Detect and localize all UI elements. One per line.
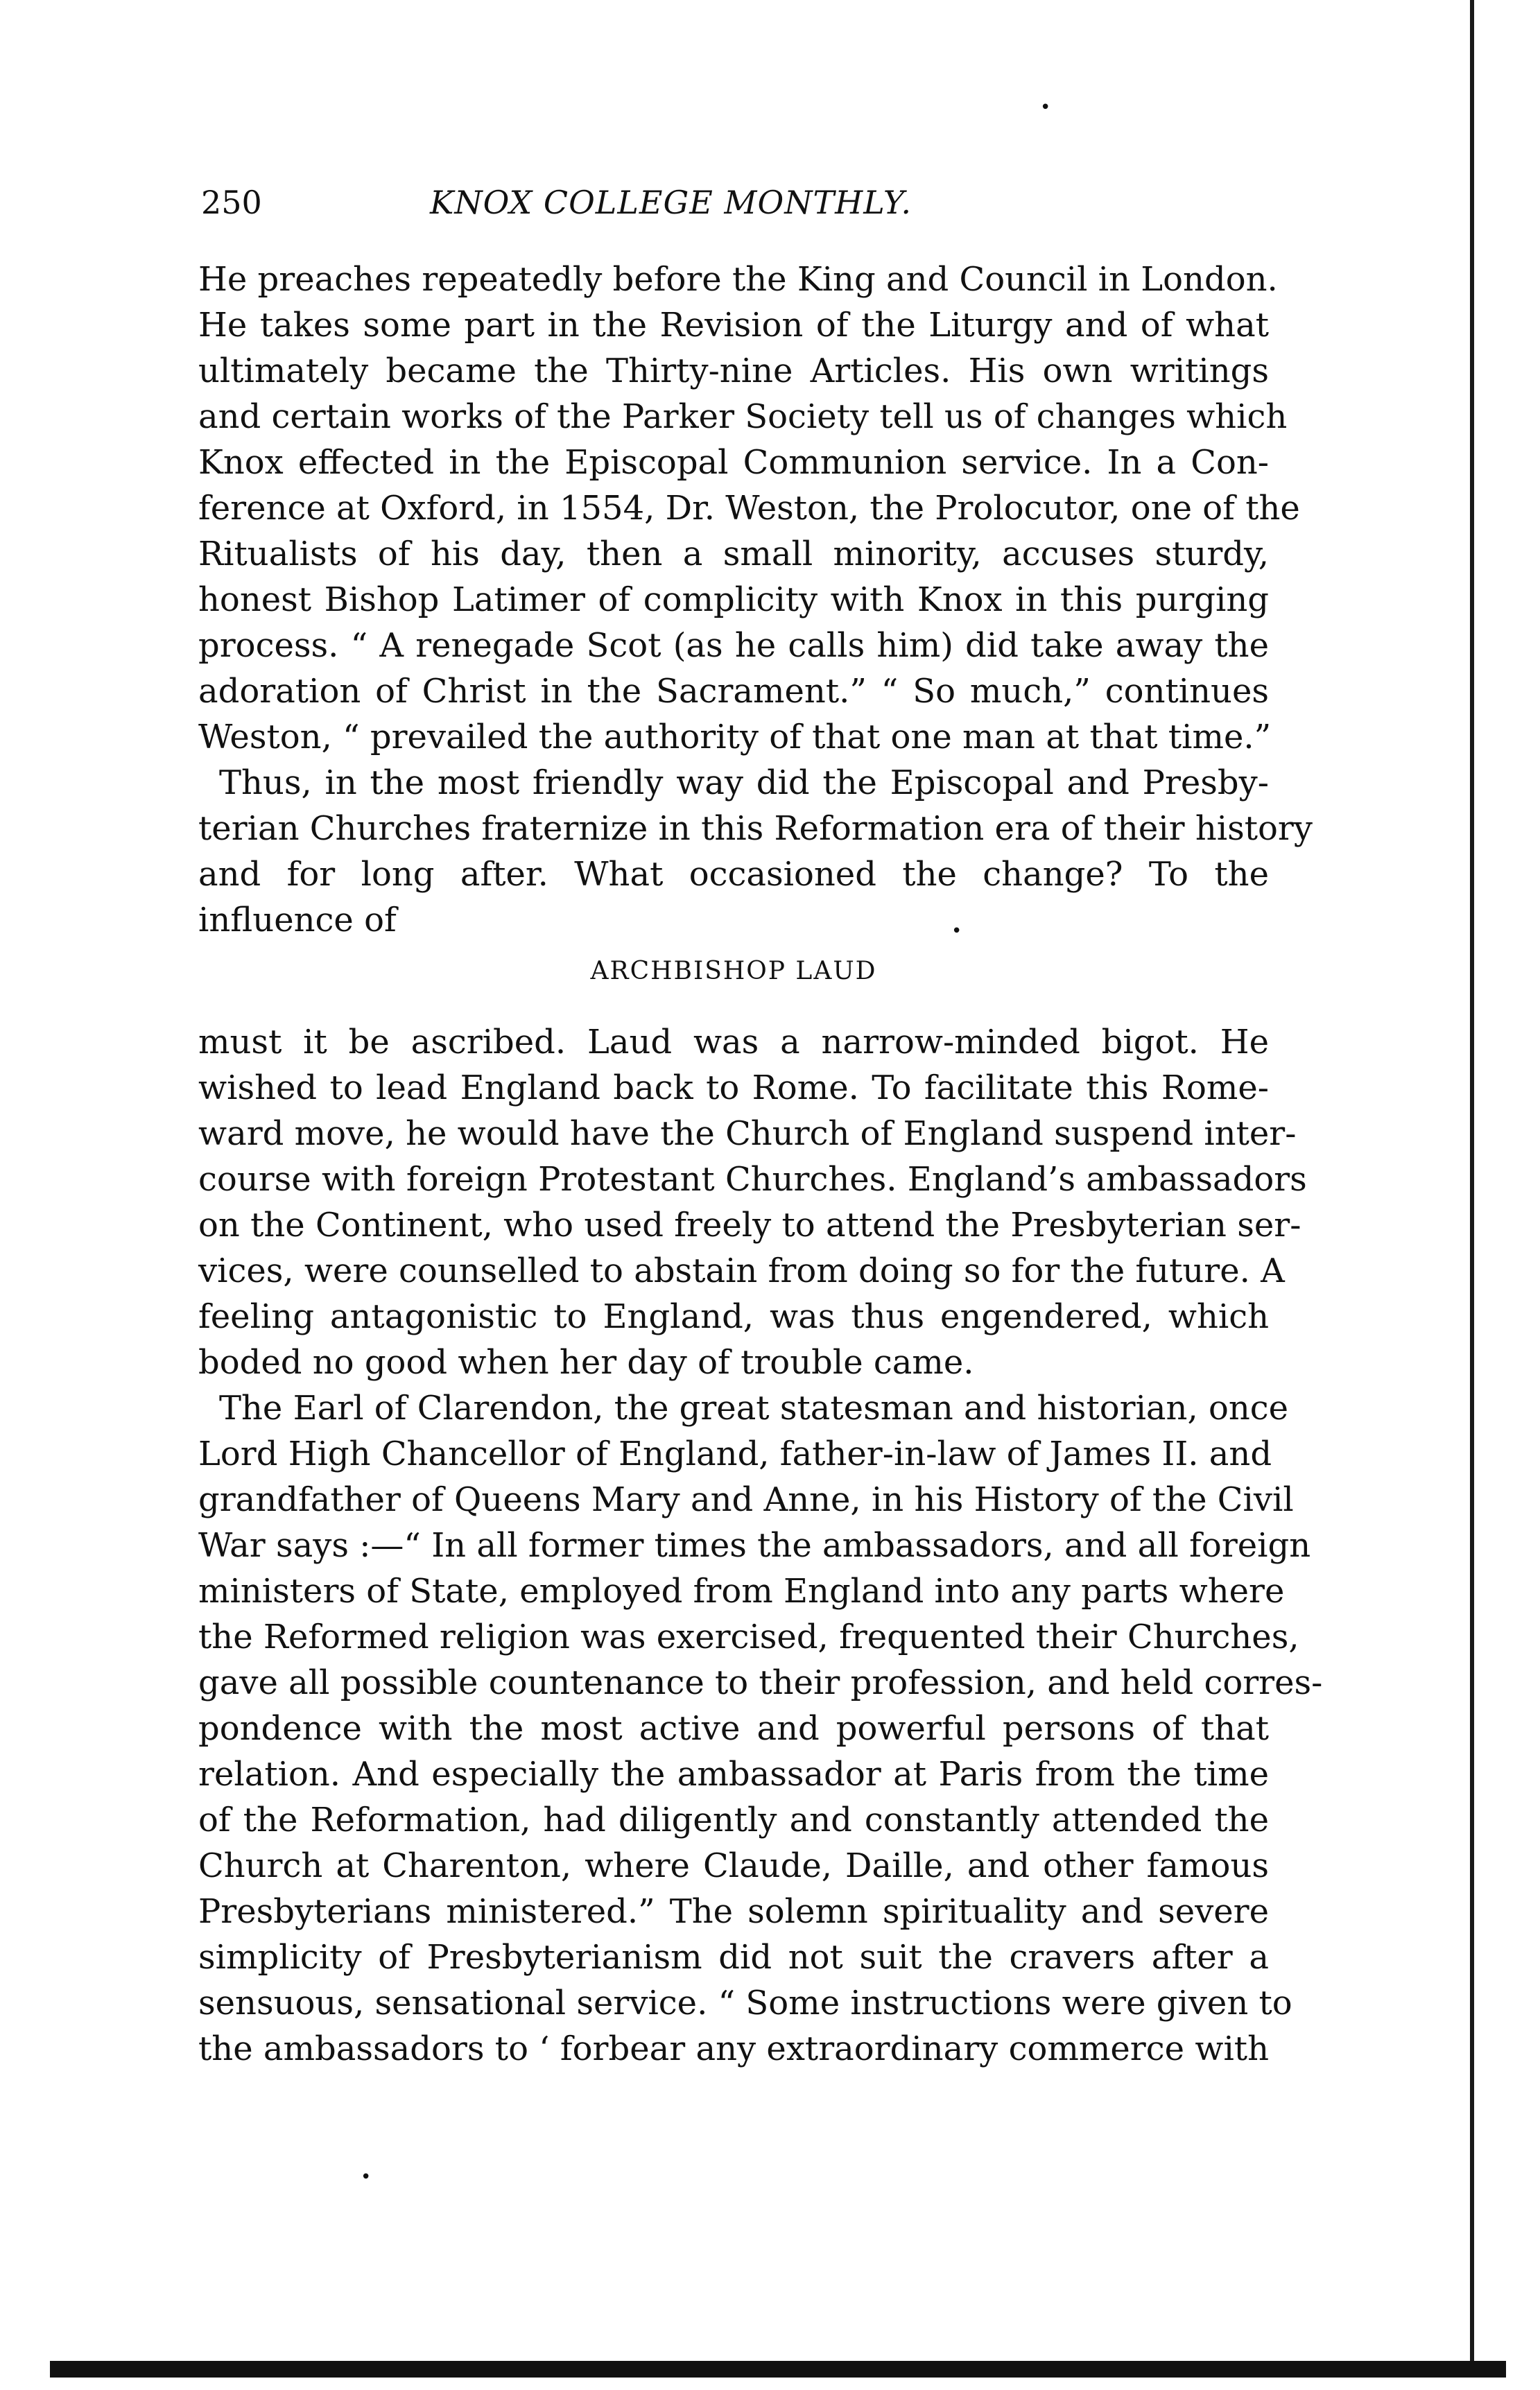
text-line: feeling antagonistic to England, was thus engendered, which bbox=[198, 1297, 1269, 1336]
text-line: Lord High Chancellor of England, father-in-law of James II. and bbox=[198, 1435, 1272, 1473]
text-line: adoration of Christ in the Sacrament.” “ So much,” continues bbox=[198, 672, 1269, 711]
text-line: ward move, he would have the Church of England suspend inter- bbox=[198, 1114, 1297, 1153]
section-heading: ARCHBISHOP LAUD bbox=[590, 957, 877, 985]
page-number: 250 bbox=[201, 184, 262, 221]
text-line: course with foreign Protestant Churches. England’s ambassadors bbox=[198, 1160, 1307, 1199]
text-line: process. “ A renegade Scot (as he calls him) did take away the bbox=[198, 626, 1269, 665]
text-line: grandfather of Queens Mary and Anne, in his History of the Civil bbox=[198, 1480, 1294, 1519]
text-line: ultimately became the Thirty-nine Articles. His own writings bbox=[198, 352, 1269, 390]
text-line: Church at Charenton, where Claude, Daille, and other famous bbox=[198, 1846, 1269, 1885]
text-line: must it be ascribed. Laud was a narrow-minded bigot. He bbox=[198, 1023, 1269, 1062]
text-line: sensuous, sensational service. “ Some instructions were given to bbox=[198, 1984, 1292, 2023]
text-line: Weston, “ prevailed the authority of that one man at that time.” bbox=[198, 718, 1272, 756]
page-header bbox=[201, 184, 1310, 232]
text-line: the Reformed religion was exercised, frequented their Churches, bbox=[198, 1618, 1299, 1656]
text-line: ference at Oxford, in 1554, Dr. Weston, the Prolocutor, one of the bbox=[198, 489, 1300, 528]
paragraph-block-1 bbox=[198, 257, 1313, 943]
page-edge-rule bbox=[1470, 0, 1474, 2371]
text-line: pondence with the most active and powerful persons of that bbox=[198, 1709, 1269, 1748]
text-line: relation. And especially the ambassador at Paris from the time bbox=[198, 1755, 1269, 1794]
text-line: and for long after. What occasioned the change? To the bbox=[198, 855, 1269, 894]
text-line: The Earl of Clarendon, the great statesman and historian, once bbox=[219, 1389, 1289, 1428]
text-line: Thus, in the most friendly way did the Episcopal and Presby- bbox=[219, 763, 1269, 802]
text-line: boded no good when her day of trouble came. bbox=[198, 1343, 974, 1382]
text-line: simplicity of Presbyterianism did not suit the cravers after a bbox=[198, 1938, 1269, 1977]
text-line: the ambassadors to ‘ forbear any extraordinary commerce with bbox=[198, 2029, 1269, 2068]
text-line: ministers of State, employed from England into any parts where bbox=[198, 1572, 1285, 1611]
scan-speck: • bbox=[951, 921, 962, 942]
text-line: and certain works of the Parker Society tell us of changes which bbox=[198, 397, 1288, 436]
text-line: He preaches repeatedly before the King and Council in London. bbox=[198, 260, 1278, 299]
text-line: of the Reformation, had diligently and constantly attended the bbox=[198, 1801, 1269, 1839]
text-line: War says :—“ In all former times the ambassadors, and all foreign bbox=[198, 1526, 1311, 1565]
text-line: honest Bishop Latimer of complicity with Knox in this purging bbox=[198, 580, 1269, 619]
text-line: vices, were counselled to abstain from doing so for the future. A bbox=[198, 1252, 1285, 1290]
text-line: on the Continent, who used freely to attend the Presbyterian ser- bbox=[198, 1206, 1301, 1245]
text-line: Presbyterians ministered.” The solemn spirituality and severe bbox=[198, 1892, 1269, 1931]
paragraph-block-2 bbox=[198, 1019, 1323, 2072]
text-line: terian Churches fraternize in this Reformation era of their history bbox=[198, 809, 1313, 848]
text-line: Ritualists of his day, then a small minority, accuses sturdy, bbox=[198, 535, 1269, 573]
text-line: wished to lead England back to Rome. To facilitate this Rome- bbox=[198, 1068, 1269, 1107]
text-line: gave all possible countenance to their profession, and held corres- bbox=[198, 1663, 1323, 1702]
scan-speck: • bbox=[1040, 97, 1051, 118]
text-line: Knox effected in the Episcopal Communion service. In a Con- bbox=[198, 443, 1269, 482]
text-line: influence of bbox=[198, 901, 397, 939]
text-line: He takes some part in the Revision of the Liturgy and of what bbox=[198, 306, 1269, 345]
running-title: KNOX COLLEGE MONTHLY. bbox=[430, 184, 912, 221]
bottom-rule bbox=[50, 2361, 1506, 2378]
scan-speck: • bbox=[361, 2167, 372, 2188]
